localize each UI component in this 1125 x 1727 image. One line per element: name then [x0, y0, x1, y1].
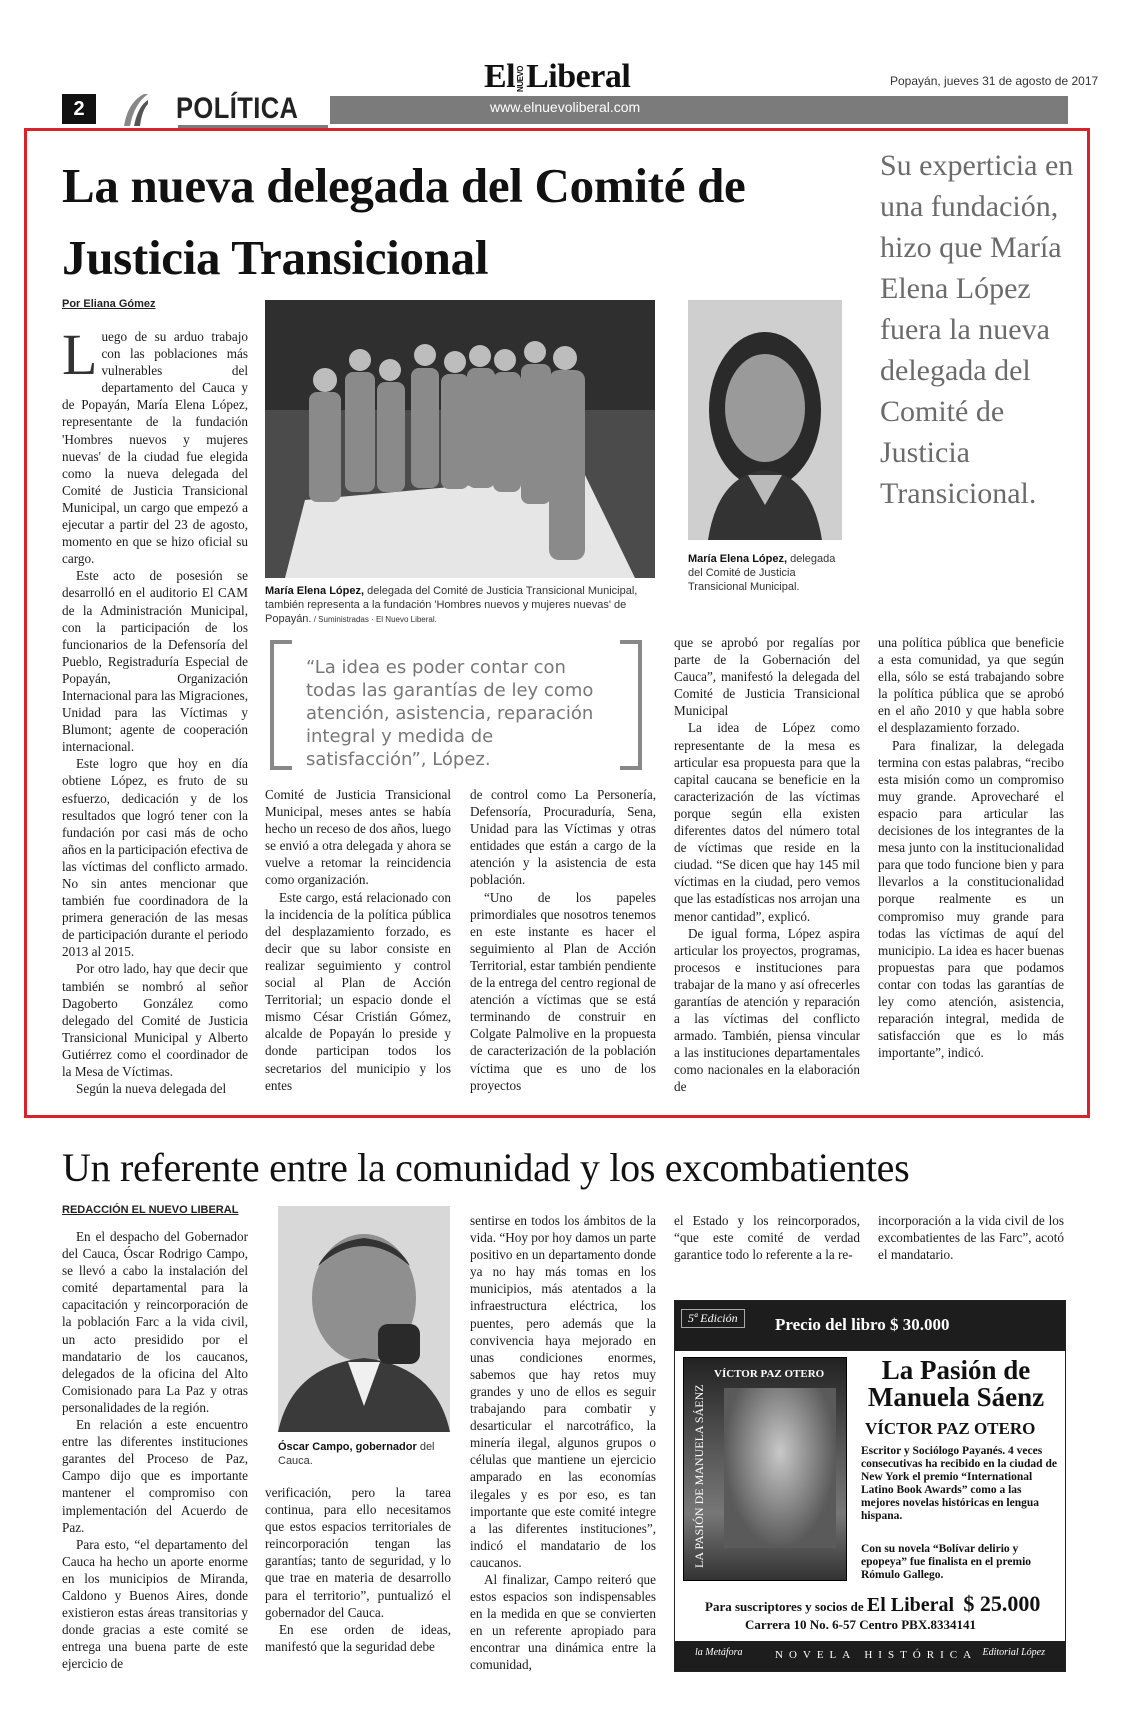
- article2-column-1: En el despacho del Gobernador del Cauca, Óscar Rodrigo Campo, se llevó a cabo la instalación del comité departamental para la capacitación y reincorporación de la población Farc a la vida civil, un acto presidido por el mandatario de los caucanos, delegados de la oficina del Alto Comisionado para La Paz y otras personalidades de la región. En relación a este encuentro entre las diferentes instituciones garantes del Proceso de Paz, Campo dijo que es importante mantener el compromiso con implementación del Acuerdo de Paz. Para esto, “el departamento del Cauca ha hecho un aporte enorme en los municipios de Miranda, Caldono y Buenos Aires, donde existieron estas áreas transitorias y donde gracias a este comité se entrega una buena parte de este ejercicio de: [62, 1229, 248, 1672]
- article1-column-4: que se aprobó por regalías por parte de la Gobernación del Cauca”, manifestó la delegada del Comité de Justicia Transicional Municipal La idea de López como representante de la mesa es articular esa propuesta para que la capital caucana se beneficie en la caracterización de las víctimas porque según ella existen diferentes datos del número total de víctimas que reside en la ciudad. “Se dicen que hay 145 mil víctimas en la ciudad, pero vemos que las estadísticas nos arrojan una menor cantidad”, explicó. De igual forma, López aspira articular los proyectos, programas, procesos e instituciones para trabajar de la mano y así ofrecerles garantías de atención y reparación a las víctimas del conflicto armado. También, piensa vincular a las instituciones departamentales como nacionales en la elaboración de: [674, 635, 860, 1095]
- ad-description-2: Con su novela “Bolívar delirio y epopeya” fue finalista en el premio Rómulo Gallego.: [861, 1543, 1032, 1581]
- ad-footer-bar: [675, 1641, 1065, 1671]
- governor-photo-image: [278, 1206, 450, 1432]
- article1-column-3: de control como La Personería, Defensoría, Procuraduría, Sena, Unidad para las Víctimas y otras entidades que están a cargo de la atención y la asistencia de esta población. “Uno de los papeles primordiales que nosotros tenemos en este instante es hacer el seguimiento al Plan de Acción Territorial, estar también pendiente de la entrega del centro regional de atención a víctimas que se está terminando de construir en Colgate Palmolive en la propuesta de caracterización de la población víctima que es uno de los proyectos: [470, 787, 656, 1093]
- book-cover-spine-title: LA PASIÓN DE MANUELA SÁENZ: [692, 1384, 706, 1568]
- group-photo-caption: María Elena López, delegada del Comité de Justicia Transicional Municipal, también representa a la fundación 'Hombres nuevos y mujeres nuevas' de Popayán. / Suministradas · El Nuevo Liberal.: [265, 585, 638, 625]
- ad-header-bar: [675, 1301, 1065, 1351]
- header-bar: [330, 96, 1068, 124]
- quote-bracket-right: [620, 640, 642, 770]
- page-number: 2: [62, 94, 96, 124]
- quote-bracket-left: [270, 640, 292, 770]
- portrait-photo-image: [688, 300, 842, 540]
- article2-column-5: incorporación a la vida civil de los excombatientes de las Farc”, acotó el mandatario.: [878, 1213, 1064, 1263]
- section-title: POLÍTICA: [176, 92, 299, 125]
- ad-description: Escritor y Sociólogo Payanés. 4 veces consecutivas ha recibido en la ciudad de New York el premio “International Latino Book Awards” como a las mejores novelas históricas en lengua hispana.: [861, 1445, 1057, 1522]
- governor-photo-caption: Óscar Campo, gobernador del Cauca.: [278, 1441, 435, 1467]
- dropcap: L: [62, 322, 98, 387]
- article2-column-2: verificación, pero la tarea continua, para ello necesitamos que estos espacios territoriales de reincorporación tengan las garantías; tanto de seguridad, y lo que trae en materia de desarrollo para el territorio”, puntualizó el gobernador del Cauca. En ese orden de ideas, manifestó que la seguridad debe: [265, 1485, 451, 1654]
- governor-photo: [278, 1206, 450, 1432]
- ad-brand-logo: El Liberal: [866, 1594, 955, 1616]
- pull-quote-box: [270, 640, 642, 772]
- book-advertisement[interactable]: [674, 1300, 1066, 1672]
- ad-address: Carrera 10 No. 6-57 Centro PBX.8334141: [745, 1617, 976, 1632]
- article1-column-5: una política pública que beneficie a esta comunidad, ya que según ella, sólo se está trabajando sobre la política pública que se aprobó en el año 2010 y que habla sobre el desplazamiento forzado. Para finalizar, la delegada termina con estas palabras, “recibo esta misión como un compromiso muy grande. Aprovecharé el espacio para articular las decisiones de los integrantes de la mesa junto con la institucionalidad para que todo funcione bien y para llevarlos a la constitucionalidad porque realmente es un compromiso muy grande para todas las víctimas de aquí del municipio. La idea es hacer buenas propuestas para que podamos contar con todas las garantías de ley como atención, asistencia, reparación integral, medida de satisfacción que es lo más importante”, indicó.: [878, 635, 1064, 1061]
- book-cover: [683, 1357, 847, 1581]
- section-swoosh-icon: [118, 92, 148, 126]
- website-url: www.elnuevoliberal.com: [490, 99, 641, 115]
- article2-headline: Un referente entre la comunidad y los excombatientes: [62, 1145, 910, 1190]
- publisher-logo-right: Editorial López: [982, 1647, 1045, 1658]
- article1-byline: Por Eliana Gómez: [62, 298, 156, 310]
- book-cover-author: VÍCTOR PAZ OTERO: [714, 1368, 825, 1380]
- group-photo: [265, 300, 655, 578]
- book-cover-illustration: [724, 1388, 836, 1548]
- ad-subscriber-price: $ 25.000: [963, 1591, 1041, 1616]
- portrait-photo: [688, 300, 842, 540]
- ad-author-name: VÍCTOR PAZ OTERO: [865, 1419, 1036, 1438]
- masthead-logo: ElNUEVOLiberal: [484, 58, 631, 95]
- article2-column-3: sentirse en todos los ámbitos de la vida. “Hoy por hoy damos un parte positivo en un departamento donde ya no hay más tomas en los municipios, más atentados a la infraestructura eléctrica, los puentes, pero además que la convivencia haya mejorado en unas condiciones enormes, sabemos que hay retos muy grandes y uno de ellos es seguir trabajando para combatir y desarticular el narcotráfico, la minería ilegal, algunos grupos o células que mantiene un ejercicio amparado en las economías ilegales y es por eso, es tan importante que este comité integre a las diferentes instituciones”, indicó el mandatario de los caucanos. Al finalizar, Campo reiteró que estos espacios son indispensables en la medida en que se convierten en un referente apropiado para encontrar una dinámica entre la comunidad,: [470, 1213, 656, 1673]
- article1-headline: La nueva delegada del Comité de Justicia Transicional: [62, 158, 746, 285]
- ad-price-label: Precio del libro $ 30.000: [775, 1315, 950, 1334]
- pull-quote-text: “La idea es poder contar con todas las garantías de ley como atención, asistencia, reparación integral y medida de satisfacción”, López.: [306, 657, 594, 770]
- article1-column-2: Comité de Justicia Transicional Municipal, meses antes se había hecho un receso de dos años, luego se envió a otra delegada y ahora se vuelve a retomar la reincidencia como organización. Este cargo, está relacionado con la incidencia de la política pública del desplazamiento forzado, es decir que su labor consiste en realizar seguimiento y control social al Plan de Acción Territorial; un espacio donde el mismo César Cristián Gómez, alcalde de Popayán lo preside y donde participan todos los secretarios del municipio y los entes: [265, 787, 451, 1093]
- article1-side-quote: Su experticia en una fundación, hizo que María Elena López fuera la nueva delegada del Comité de Justicia Transicional.: [880, 149, 1074, 510]
- publisher-logo-left: la Metáfora: [695, 1647, 743, 1658]
- article1-column-1: L uego de su arduo trabajo con las poblaciones más vulnerables del departamento del Cauca y de Popayán, María Elena López, representante de la fundación 'Hombres nuevos y mujeres nuevas' de la ciudad fue elegida como la nueva delegada del Comité de Justicia Transicional Municipal, un cargo que empezó a ejecutar a partir del 23 de agosto, momento en que se hizo oficial su cargo. Este acto de posesión se desarrolló en el auditorio El CAM de la Administración Municipal, con la participación de los funcionarios de la Defensoría del Pueblo, Registraduría Especial de Popayán, Organización Internacional para las Migraciones, Unidad para las Víctimas y Blumont; agente de cooperación internacional. Este logro que hoy en día obtiene López, es fruto de su esfuerzo, dedicación y de los resultados que logró tener con la fundación por casi más de ocho años en la participación efectiva de las víctimas del conflicto armado. No sin antes mencionar que también fue coordinadora de la primera generación de las mesas de participación durante el periodo 2013 al 2015. Por otro lado, hay que decir que también se nombró al señor Dagoberto González como delegado del Comité de Justicia Transicional Municipal y Alberto Gutiérrez como el coordinador de la Mesa de Víctimas. Según la nueva delegada del: [62, 322, 249, 1097]
- article2-column-4: el Estado y los reincorporados, “que este comité de verdad garantice todo lo referente a la re-: [674, 1213, 860, 1263]
- ad-book-title: La Pasión de Manuela Sáenz: [867, 1355, 1045, 1412]
- ad-genre-label: NOVELA HISTÓRICA: [775, 1649, 978, 1661]
- dateline: Popayán, jueves 31 de agosto de 2017: [890, 74, 1099, 88]
- article2-byline: REDACCIÓN EL NUEVO LIBERAL: [62, 1204, 239, 1216]
- ad-subscriber-offer: Para suscriptores y socios de El Liberal $ 25.000: [705, 1591, 1041, 1616]
- group-photo-image: [265, 300, 655, 578]
- ad-edition-badge: 5ª Edición: [681, 1309, 745, 1328]
- portrait-photo-caption: María Elena López, delegada del Comité de Justicia Transicional Municipal.: [688, 553, 836, 593]
